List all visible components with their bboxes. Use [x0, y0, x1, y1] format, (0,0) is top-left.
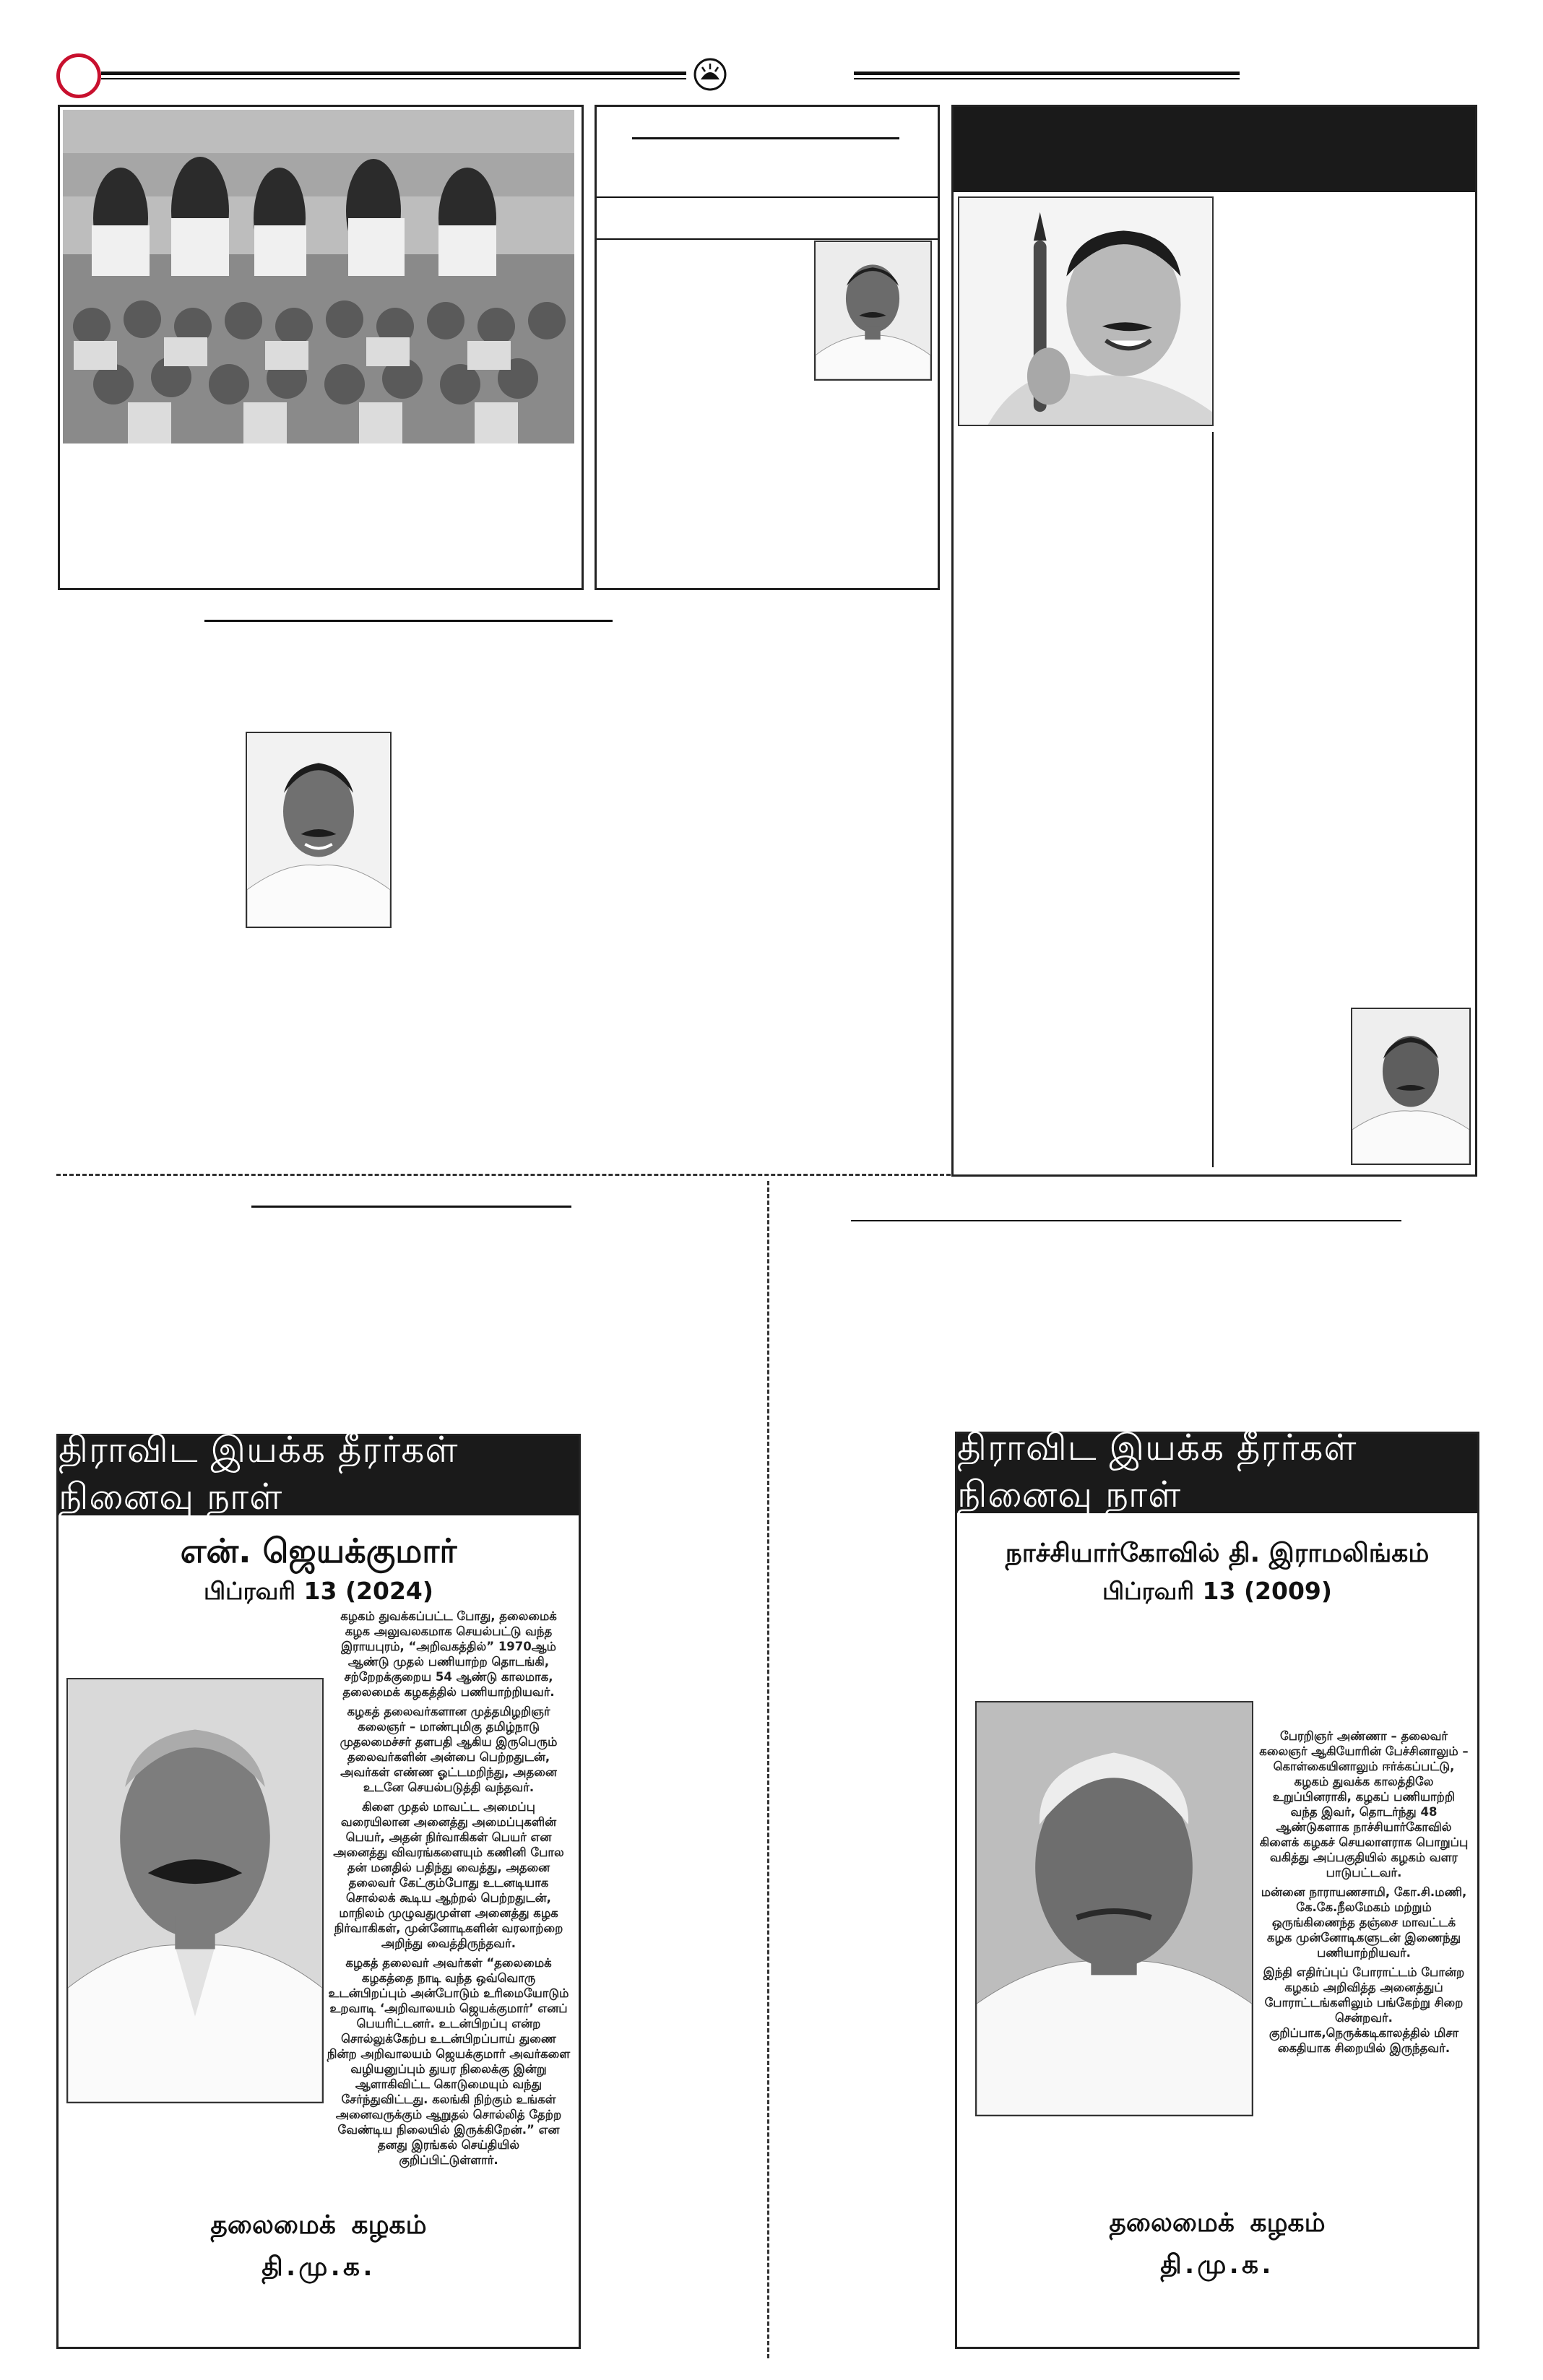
- middle-divider-2: [597, 238, 938, 240]
- page-number-circle: [56, 53, 101, 98]
- memorial-name-right: நாச்சியார்கோவில் தி. இராமலிங்கம்: [1005, 1539, 1430, 1568]
- memorial-signature-left: [59, 2204, 579, 2288]
- left-story-headline-rule: [204, 620, 613, 622]
- signature-line-2: தி.மு.க.: [1160, 2250, 1274, 2280]
- memorial-right-paragraph: மன்னை நாராயணசாமி, கோ.சி.மணி, கே.கே.நீலமேகம் மற்றும் ஒருங்கிணைந்த தஞ்சை மாவட்டக் கழக முன்னோடிகளுடன் இணைந்து பணியாற்றியவர்.: [1261, 1885, 1467, 1960]
- memorial-left-paragraph: கிளை முதல் மாவட்ட அமைப்பு வரையிலான அனைத்து அமைப்புகளின் பெயர், அதன் நிர்வாகிகள் பெயர் என அனைத்து விவரங்களையும் கணினி போல தன் மனதில் பதிந்து வைத்து, அதனை தலைவர் கேட்கும்போது உடனடியாக சொல்லக் கூடிய ஆற்றல் பெற்றதுடன், மாநிலம் முழுவதுமுள்ள அனைத்து கழக நிர்வாகிகள், முன்னோடிகளின் வரலாற்றை அறிந்து வைத்திருந்தவர்.: [333, 1800, 564, 1950]
- masthead-rule-right-thin: [854, 78, 1240, 79]
- event-crowd-photo: [63, 110, 574, 443]
- memorial-portrait-jayakumar: [66, 1678, 324, 2103]
- middle-headline-rule: [632, 137, 899, 139]
- memorial-text-left: [327, 1609, 571, 2172]
- memorial-right-paragraph: பேரறிஞர் அண்ணா – தலைவர் கலைஞர் ஆகியோரின் பேச்சினாலும் – கொள்கையினாலும் ஈர்க்கப்பட்டு, கழகம் துவக்க காலத்திலே உறுப்பினராகி, கழகப் பணியாற்றி வந்த இவர், தொடர்ந்து 48 ஆண்டுகளாக நாச்சியார்கோவில் கிளைக் கழகச் செயலாளராக பொறுப்பு வகித்து அப்பகுதியில் கழகம் வளர பாடுபட்டவர்.: [1259, 1729, 1469, 1879]
- signature-line-1: தலைமைக் கழகம்: [1109, 2208, 1326, 2238]
- memorial-portrait-ramalingam: [975, 1701, 1253, 2116]
- memorial-name-left: என். ஜெயக்குமார்: [180, 1531, 457, 1570]
- memorial-text-right: [1258, 1728, 1469, 2060]
- memorial-date-left: பிப்ரவரி 13 (2024): [204, 1577, 433, 1605]
- masthead-rule-left: [101, 72, 686, 75]
- memorial-banner-right: திராவிட இயக்க தீரர்கள் நினைவு நாள்: [957, 1434, 1477, 1513]
- rising-sun-icon: [693, 58, 727, 91]
- middle-portrait-photo: [814, 241, 932, 381]
- section-divider-horizontal: [56, 1174, 951, 1176]
- editorial-small-portrait: [1351, 1008, 1471, 1165]
- masthead-rule-right: [854, 72, 1240, 75]
- memorial-left-paragraph: கழகத் தலைவர் அவர்கள் “தலைமைக் கழகத்தை நாடி வந்த ஒவ்வொரு உடன்பிறப்பும் அன்போடும் உரிமையோடும் உறவாடி ‘அறிவாலயம் ஜெயக்குமார்’ எனப் பெயரிட்டனர். உடன்பிறப்பு என்ற சொல்லுக்கேற்ப உடன்பிறப்பாய் துணை நின்ற அறிவாலயம் ஜெயக்குமார் அவர்களை வழியனுப்பும் துயர நிலைக்கு இன்று ஆளாகிவிட்ட கொடுமையும் வந்து சேர்ந்துவிட்டது. கலங்கி நிற்கும் உங்கள் அனைவருக்கும் ஆறுதல் சொல்லித் தேற்ற வேண்டிய நிலையில் இருக்கிறேன்.” என தனது இரங்கல் செய்தியில் குறிப்பிட்டுள்ளார்.: [327, 1956, 571, 2167]
- middle-divider-1: [597, 196, 938, 198]
- signature-line-2: தி.மு.க.: [262, 2252, 376, 2282]
- lower-right-headline-rule: [851, 1220, 1401, 1221]
- memorial-right-paragraph: இந்தி எதிர்ப்புப் போராட்டம் போன்ற கழகம் அறிவித்த அனைத்துப் போராட்டங்களிலும் பங்கேற்று சிறை சென்றவர். குறிப்பாக,நெருக்கடிகாலத்தில் மிசா கைதியாக சிறையில் இருந்தவர்.: [1263, 1965, 1465, 2055]
- memorial-signature-right: [957, 2202, 1477, 2286]
- masthead-rule-left-thin: [101, 78, 686, 79]
- editorial-header-bar: [954, 107, 1475, 192]
- leader-with-pen-illustration: [958, 196, 1214, 426]
- editorial-column-divider: [1212, 432, 1214, 1167]
- lower-left-headline-rule: [251, 1206, 571, 1208]
- left-story-portrait: [246, 732, 392, 928]
- signature-line-1: தலைமைக் கழகம்: [210, 2210, 427, 2240]
- section-divider-vertical: [767, 1181, 769, 2358]
- memorial-banner-left: திராவிட இயக்க தீரர்கள் நினைவு நாள்: [59, 1436, 579, 1515]
- memorial-left-paragraph: கழகத் தலைவர்களான முத்தமிழறிஞர் கலைஞர் – மாண்புமிகு தமிழ்நாடு முதலமைச்சர் தளபதி ஆகிய இருபெரும் தலைவர்களின் அன்பை பெற்றதுடன், அவர்கள் எண்ண ஓட்டமறிந்து, அதனை உடனே செயல்படுத்தி வந்தவர்.: [340, 1705, 558, 1794]
- memorial-date-right: பிப்ரவரி 13 (2009): [1102, 1577, 1332, 1605]
- memorial-left-paragraph: கழகம் துவக்கப்பட்ட போது, தலைமைக் கழக அலுவலகமாக செயல்பட்டு வந்த இராயபுரம், “அறிவகத்தில்” 1970ஆம் ஆண்டு முதல் பணியாற்ற தொடங்கி, சற்றேறக்குறைய 54 ஆண்டு காலமாக, தலைமைக் கழகத்தில் பணியாற்றியவர்.: [340, 1609, 557, 1699]
